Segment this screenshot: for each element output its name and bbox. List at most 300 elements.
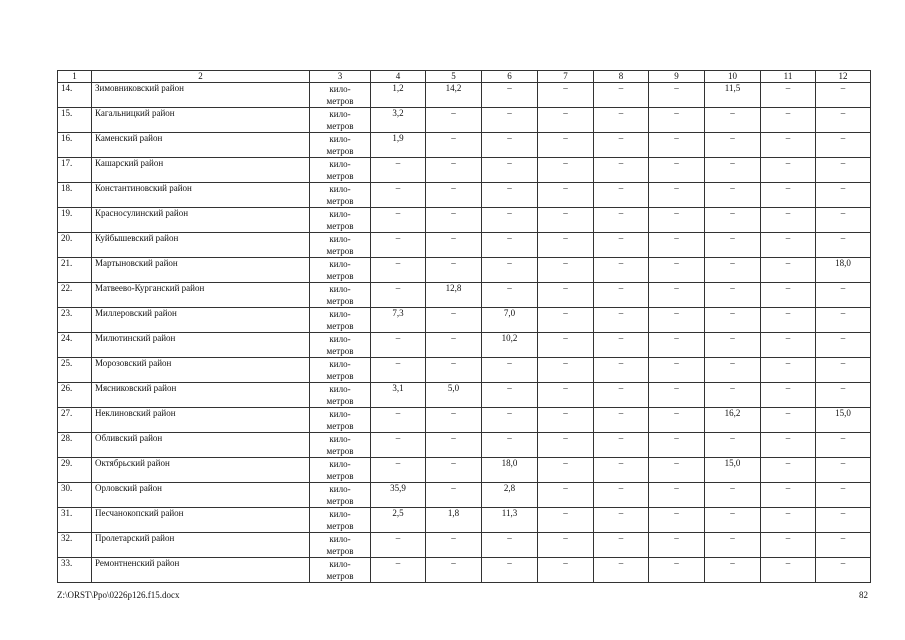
value-cell: – (705, 333, 761, 358)
value-cell: 14,2 (426, 83, 482, 108)
table-row (58, 83, 871, 108)
value-cell: – (538, 83, 594, 108)
value-cell: – (371, 458, 426, 483)
unit-line-2: метров (326, 271, 354, 281)
value-cell: – (705, 358, 761, 383)
district-name: Матвеево-Курганский район (92, 283, 310, 308)
unit-line-1: кило- (329, 309, 351, 319)
column-header: 7 (538, 71, 594, 83)
row-number: 19. (58, 208, 92, 233)
unit-line-1: кило- (329, 184, 351, 194)
footer-file-path: Z:\ORST\Ppo\0226p126.f15.docx (57, 590, 180, 600)
row-number: 24. (58, 333, 92, 358)
value-cell: – (816, 358, 871, 383)
value-cell: – (538, 183, 594, 208)
column-header: 2 (92, 71, 310, 83)
value-cell: 18,0 (816, 258, 871, 283)
value-cell: – (426, 258, 482, 283)
value-cell: – (426, 458, 482, 483)
value-cell: 1,2 (371, 83, 426, 108)
value-cell: – (705, 133, 761, 158)
value-cell: – (538, 108, 594, 133)
unit-cell (310, 558, 371, 583)
table-row (58, 458, 871, 483)
value-cell: – (482, 83, 538, 108)
table-row (58, 383, 871, 408)
unit-line-1: кило- (329, 259, 351, 269)
unit-cell (310, 183, 371, 208)
value-cell: – (816, 308, 871, 333)
value-cell: – (426, 208, 482, 233)
value-cell: – (594, 283, 649, 308)
value-cell: – (482, 383, 538, 408)
value-cell: – (649, 158, 705, 183)
unit-cell (310, 483, 371, 508)
value-cell: – (538, 358, 594, 383)
value-cell: – (426, 483, 482, 508)
unit-line-2: метров (326, 496, 354, 506)
value-cell: – (538, 258, 594, 283)
value-cell: – (594, 208, 649, 233)
row-number: 21. (58, 258, 92, 283)
value-cell: – (426, 558, 482, 583)
unit-cell (310, 208, 371, 233)
value-cell: – (816, 83, 871, 108)
value-cell: – (705, 233, 761, 258)
value-cell: – (761, 83, 816, 108)
value-cell: – (816, 333, 871, 358)
value-cell: – (426, 408, 482, 433)
value-cell: – (761, 358, 816, 383)
value-cell: – (426, 533, 482, 558)
table-row (58, 258, 871, 283)
row-number: 18. (58, 183, 92, 208)
column-header: 6 (482, 71, 538, 83)
value-cell: – (594, 483, 649, 508)
value-cell: – (538, 208, 594, 233)
value-cell: – (649, 383, 705, 408)
row-number: 27. (58, 408, 92, 433)
district-name: Мартыновский район (92, 258, 310, 283)
value-cell: 7,3 (371, 308, 426, 333)
district-name: Константиновский район (92, 183, 310, 208)
unit-line-1: кило- (329, 384, 351, 394)
value-cell: – (761, 258, 816, 283)
value-cell: – (649, 433, 705, 458)
value-cell: – (538, 433, 594, 458)
value-cell: – (705, 433, 761, 458)
column-header: 12 (816, 71, 871, 83)
row-number: 15. (58, 108, 92, 133)
unit-line-2: метров (326, 96, 354, 106)
value-cell: 18,0 (482, 458, 538, 483)
unit-line-2: метров (326, 171, 354, 181)
value-cell: – (538, 233, 594, 258)
value-cell: – (705, 558, 761, 583)
value-cell: – (426, 158, 482, 183)
value-cell: 7,0 (482, 308, 538, 333)
value-cell: – (705, 208, 761, 233)
table-row (58, 308, 871, 333)
row-number: 17. (58, 158, 92, 183)
unit-cell (310, 108, 371, 133)
row-number: 25. (58, 358, 92, 383)
value-cell: – (482, 433, 538, 458)
unit-line-1: кило- (329, 484, 351, 494)
value-cell: – (371, 533, 426, 558)
value-cell: – (371, 183, 426, 208)
value-cell: – (816, 108, 871, 133)
unit-cell (310, 508, 371, 533)
value-cell: – (594, 558, 649, 583)
value-cell: – (649, 333, 705, 358)
table-row (58, 558, 871, 583)
value-cell: – (538, 483, 594, 508)
unit-line-2: метров (326, 446, 354, 456)
unit-cell (310, 408, 371, 433)
district-name: Кагальницкий район (92, 108, 310, 133)
value-cell: 12,8 (426, 283, 482, 308)
value-cell: – (761, 158, 816, 183)
value-cell: – (594, 258, 649, 283)
value-cell: – (371, 358, 426, 383)
unit-line-1: кило- (329, 434, 351, 444)
unit-line-1: кило- (329, 109, 351, 119)
value-cell: – (538, 533, 594, 558)
unit-line-1: кило- (329, 534, 351, 544)
value-cell: – (705, 183, 761, 208)
value-cell: – (705, 108, 761, 133)
data-table (57, 70, 871, 583)
district-name: Мясниковский район (92, 383, 310, 408)
value-cell: – (649, 133, 705, 158)
value-cell: – (816, 158, 871, 183)
value-cell: – (649, 458, 705, 483)
value-cell: – (594, 358, 649, 383)
value-cell: – (371, 558, 426, 583)
value-cell: 1,9 (371, 133, 426, 158)
value-cell: – (816, 383, 871, 408)
value-cell: – (649, 483, 705, 508)
value-cell: – (649, 533, 705, 558)
value-cell: – (538, 308, 594, 333)
value-cell: – (426, 308, 482, 333)
value-cell: 1,8 (426, 508, 482, 533)
value-cell: – (761, 108, 816, 133)
value-cell: – (649, 283, 705, 308)
value-cell: – (594, 233, 649, 258)
column-header: 11 (761, 71, 816, 83)
value-cell: – (816, 558, 871, 583)
value-cell: – (426, 333, 482, 358)
value-cell: – (761, 483, 816, 508)
row-number: 30. (58, 483, 92, 508)
table-row (58, 183, 871, 208)
unit-line-2: метров (326, 571, 354, 581)
value-cell: – (594, 183, 649, 208)
value-cell: 16,2 (705, 408, 761, 433)
value-cell: – (594, 383, 649, 408)
value-cell: – (816, 508, 871, 533)
value-cell: – (761, 558, 816, 583)
column-header: 3 (310, 71, 371, 83)
unit-line-2: метров (326, 471, 354, 481)
value-cell: – (816, 533, 871, 558)
value-cell: 15,0 (705, 458, 761, 483)
value-cell: – (538, 408, 594, 433)
unit-line-2: метров (326, 221, 354, 231)
district-name: Обливский район (92, 433, 310, 458)
value-cell: – (371, 258, 426, 283)
unit-cell (310, 533, 371, 558)
value-cell: – (649, 358, 705, 383)
unit-cell (310, 258, 371, 283)
value-cell: – (482, 283, 538, 308)
footer-page-number: 82 (859, 590, 868, 600)
district-name: Морозовский район (92, 358, 310, 383)
table-row (58, 533, 871, 558)
unit-line-1: кило- (329, 334, 351, 344)
value-cell: – (426, 133, 482, 158)
table-row (58, 233, 871, 258)
value-cell: – (594, 508, 649, 533)
district-name: Зимовниковский район (92, 83, 310, 108)
unit-line-2: метров (326, 521, 354, 531)
unit-cell (310, 133, 371, 158)
value-cell: – (705, 258, 761, 283)
value-cell: – (426, 433, 482, 458)
district-name: Ремонтненский район (92, 558, 310, 583)
unit-line-2: метров (326, 346, 354, 356)
value-cell: – (816, 133, 871, 158)
value-cell: – (371, 208, 426, 233)
value-cell: – (594, 433, 649, 458)
table-row (58, 358, 871, 383)
unit-cell (310, 83, 371, 108)
unit-line-1: кило- (329, 234, 351, 244)
value-cell: – (649, 408, 705, 433)
table-row (58, 408, 871, 433)
unit-line-1: кило- (329, 409, 351, 419)
value-cell: – (371, 283, 426, 308)
unit-cell (310, 233, 371, 258)
value-cell: – (538, 383, 594, 408)
value-cell: – (705, 158, 761, 183)
value-cell: – (594, 108, 649, 133)
unit-line-1: кило- (329, 459, 351, 469)
value-cell: 11,5 (705, 83, 761, 108)
unit-cell (310, 358, 371, 383)
row-number: 29. (58, 458, 92, 483)
table-row (58, 433, 871, 458)
value-cell: – (649, 183, 705, 208)
value-cell: – (482, 258, 538, 283)
value-cell: – (761, 533, 816, 558)
district-name: Песчанокопский район (92, 508, 310, 533)
value-cell: – (761, 133, 816, 158)
value-cell: – (761, 408, 816, 433)
table-row (58, 483, 871, 508)
table-row (58, 158, 871, 183)
value-cell: – (761, 208, 816, 233)
district-name: Орловский район (92, 483, 310, 508)
table-row (58, 108, 871, 133)
unit-cell (310, 333, 371, 358)
value-cell: – (538, 133, 594, 158)
district-name: Кашарский район (92, 158, 310, 183)
unit-cell (310, 283, 371, 308)
unit-line-2: метров (326, 146, 354, 156)
table-row (58, 133, 871, 158)
value-cell: – (761, 233, 816, 258)
value-cell: – (761, 433, 816, 458)
value-cell: – (482, 208, 538, 233)
value-cell: – (426, 108, 482, 133)
value-cell: – (371, 233, 426, 258)
value-cell: – (705, 533, 761, 558)
column-header: 10 (705, 71, 761, 83)
value-cell: – (482, 533, 538, 558)
column-header: 4 (371, 71, 426, 83)
value-cell: – (816, 283, 871, 308)
unit-cell (310, 458, 371, 483)
value-cell: – (371, 433, 426, 458)
value-cell: – (705, 483, 761, 508)
unit-line-1: кило- (329, 509, 351, 519)
row-number: 33. (58, 558, 92, 583)
unit-cell (310, 433, 371, 458)
value-cell: – (649, 83, 705, 108)
value-cell: – (538, 458, 594, 483)
value-cell: – (426, 358, 482, 383)
row-number: 23. (58, 308, 92, 333)
value-cell: 35,9 (371, 483, 426, 508)
unit-line-2: метров (326, 246, 354, 256)
value-cell: 2,8 (482, 483, 538, 508)
value-cell: – (761, 333, 816, 358)
value-cell: – (426, 233, 482, 258)
value-cell: – (761, 283, 816, 308)
row-number: 31. (58, 508, 92, 533)
value-cell: 3,1 (371, 383, 426, 408)
value-cell: – (594, 533, 649, 558)
value-cell: – (649, 108, 705, 133)
column-header: 5 (426, 71, 482, 83)
value-cell: – (538, 158, 594, 183)
district-name: Пролетарский район (92, 533, 310, 558)
value-cell: – (649, 233, 705, 258)
unit-cell (310, 308, 371, 333)
value-cell: – (705, 308, 761, 333)
value-cell: – (594, 408, 649, 433)
value-cell: – (705, 283, 761, 308)
header-row (58, 71, 871, 83)
value-cell: – (816, 208, 871, 233)
unit-line-1: кило- (329, 84, 351, 94)
value-cell: – (538, 558, 594, 583)
value-cell: – (649, 558, 705, 583)
value-cell: – (649, 258, 705, 283)
value-cell: – (705, 508, 761, 533)
value-cell: – (761, 508, 816, 533)
unit-line-1: кило- (329, 159, 351, 169)
district-name: Куйбышевский район (92, 233, 310, 258)
value-cell: – (426, 183, 482, 208)
column-header: 9 (649, 71, 705, 83)
value-cell: 11,3 (482, 508, 538, 533)
unit-line-2: метров (326, 121, 354, 131)
unit-line-2: метров (326, 371, 354, 381)
district-name: Красносулинский район (92, 208, 310, 233)
value-cell: – (594, 158, 649, 183)
unit-cell (310, 158, 371, 183)
value-cell: – (371, 408, 426, 433)
value-cell: 10,2 (482, 333, 538, 358)
row-number: 22. (58, 283, 92, 308)
unit-line-1: кило- (329, 559, 351, 569)
district-name: Неклиновский район (92, 408, 310, 433)
table-body (58, 83, 871, 583)
value-cell: – (594, 83, 649, 108)
row-number: 32. (58, 533, 92, 558)
value-cell: – (538, 333, 594, 358)
unit-line-1: кило- (329, 209, 351, 219)
unit-line-2: метров (326, 396, 354, 406)
value-cell: – (761, 183, 816, 208)
value-cell: 15,0 (816, 408, 871, 433)
value-cell: – (816, 483, 871, 508)
value-cell: 5,0 (426, 383, 482, 408)
row-number: 28. (58, 433, 92, 458)
unit-line-2: метров (326, 196, 354, 206)
value-cell: – (482, 133, 538, 158)
row-number: 26. (58, 383, 92, 408)
value-cell: – (482, 358, 538, 383)
table-row (58, 208, 871, 233)
value-cell: – (482, 233, 538, 258)
value-cell: – (761, 458, 816, 483)
table-row (58, 508, 871, 533)
unit-line-1: кило- (329, 359, 351, 369)
value-cell: – (594, 308, 649, 333)
value-cell: – (816, 233, 871, 258)
value-cell: – (761, 308, 816, 333)
value-cell: – (371, 158, 426, 183)
value-cell: 3,2 (371, 108, 426, 133)
unit-line-2: метров (326, 321, 354, 331)
row-number: 16. (58, 133, 92, 158)
unit-line-2: метров (326, 546, 354, 556)
value-cell: – (594, 333, 649, 358)
value-cell: – (482, 108, 538, 133)
value-cell: – (371, 333, 426, 358)
value-cell: – (482, 158, 538, 183)
value-cell: – (816, 433, 871, 458)
column-header: 8 (594, 71, 649, 83)
value-cell: – (649, 508, 705, 533)
value-cell: – (816, 458, 871, 483)
value-cell: 2,5 (371, 508, 426, 533)
table-row (58, 333, 871, 358)
unit-line-1: кило- (329, 134, 351, 144)
district-name: Миллеровский район (92, 308, 310, 333)
district-name: Каменский район (92, 133, 310, 158)
unit-cell (310, 383, 371, 408)
row-number: 20. (58, 233, 92, 258)
value-cell: – (482, 408, 538, 433)
unit-line-2: метров (326, 296, 354, 306)
unit-line-2: метров (326, 421, 354, 431)
